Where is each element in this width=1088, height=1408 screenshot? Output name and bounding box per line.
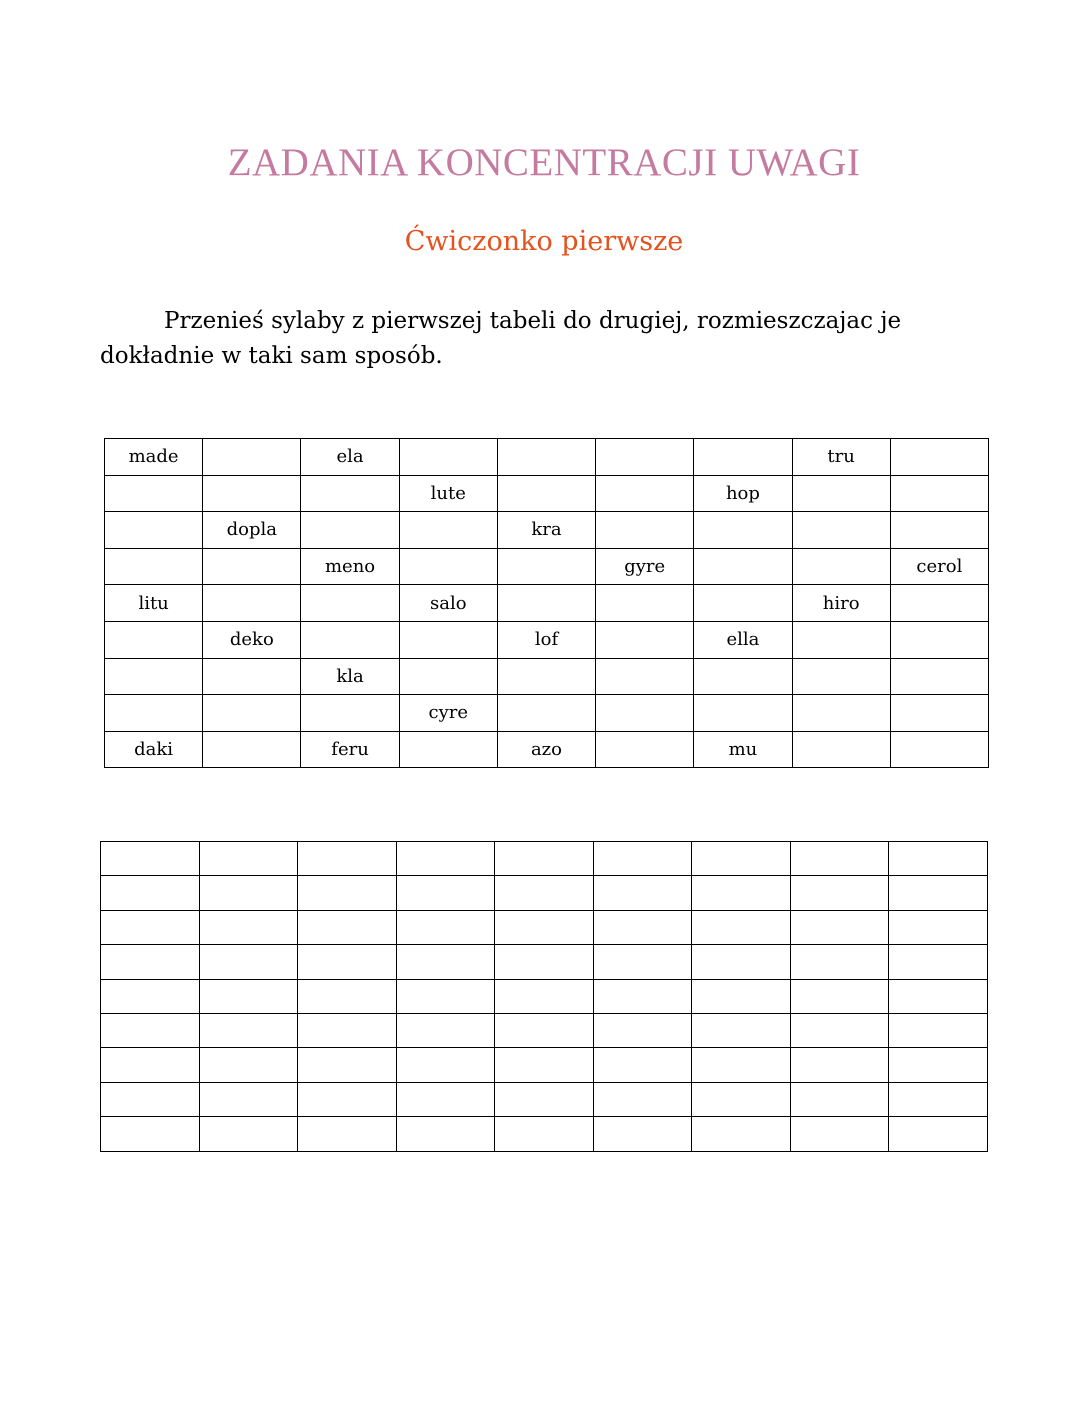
answer-cell[interactable]: [593, 842, 692, 876]
syllable-cell: lof: [497, 621, 595, 658]
syllable-cell: kra: [497, 512, 595, 549]
syllable-cell: [890, 439, 988, 476]
answer-cell[interactable]: [495, 910, 594, 944]
answer-cell[interactable]: [889, 979, 988, 1013]
table-row: [105, 512, 989, 549]
table-row: [105, 695, 989, 732]
answer-cell[interactable]: [593, 1013, 692, 1047]
answer-cell[interactable]: [396, 910, 495, 944]
answer-cell[interactable]: [495, 1082, 594, 1116]
answer-cell[interactable]: [692, 1013, 791, 1047]
syllable-cell: [596, 512, 694, 549]
answer-cell[interactable]: [396, 1117, 495, 1151]
syllable-cell: [399, 439, 497, 476]
syllable-cell: [596, 658, 694, 695]
syllable-cell: kla: [301, 658, 399, 695]
answer-cell[interactable]: [593, 1117, 692, 1151]
syllable-cell: [890, 731, 988, 768]
answer-cell[interactable]: [692, 1082, 791, 1116]
answer-cell[interactable]: [298, 1048, 397, 1082]
syllable-cell: deko: [203, 621, 301, 658]
syllable-cell: [497, 658, 595, 695]
source-syllable-table: [104, 438, 989, 768]
answer-cell[interactable]: [790, 1048, 889, 1082]
answer-cell[interactable]: [495, 1117, 594, 1151]
syllable-cell: [596, 439, 694, 476]
answer-cell[interactable]: [593, 876, 692, 910]
answer-cell[interactable]: [298, 1013, 397, 1047]
answer-cell[interactable]: [495, 945, 594, 979]
table-row: [101, 1048, 988, 1082]
answer-cell[interactable]: [692, 979, 791, 1013]
syllable-cell: lute: [399, 475, 497, 512]
answer-cell[interactable]: [593, 1048, 692, 1082]
answer-cell[interactable]: [692, 945, 791, 979]
answer-cell[interactable]: [298, 945, 397, 979]
syllable-cell: ella: [694, 621, 792, 658]
syllable-cell: [497, 695, 595, 732]
syllable-cell: [399, 548, 497, 585]
answer-cell[interactable]: [199, 876, 298, 910]
answer-cell[interactable]: [396, 1013, 495, 1047]
table-row: [101, 1013, 988, 1047]
syllable-cell: [792, 658, 890, 695]
target-table-body: [101, 842, 988, 1152]
syllable-cell: made: [105, 439, 203, 476]
syllable-cell: [890, 621, 988, 658]
syllable-cell: [203, 695, 301, 732]
syllable-cell: [792, 475, 890, 512]
answer-cell[interactable]: [298, 1082, 397, 1116]
syllable-cell: cerol: [890, 548, 988, 585]
syllable-cell: [890, 512, 988, 549]
answer-cell[interactable]: [889, 1048, 988, 1082]
answer-cell[interactable]: [889, 876, 988, 910]
syllable-cell: [105, 658, 203, 695]
exercise-subtitle: Ćwiczonko pierwsze: [404, 226, 684, 257]
answer-cell[interactable]: [495, 876, 594, 910]
answer-cell[interactable]: [199, 842, 298, 876]
answer-cell[interactable]: [199, 945, 298, 979]
answer-cell[interactable]: [790, 1117, 889, 1151]
answer-cell[interactable]: [495, 1013, 594, 1047]
table-row: [105, 548, 989, 585]
table-row: [101, 910, 988, 944]
answer-cell[interactable]: [101, 842, 200, 876]
syllable-cell: [596, 731, 694, 768]
syllable-cell: [596, 475, 694, 512]
syllable-cell: [694, 439, 792, 476]
answer-cell[interactable]: [889, 910, 988, 944]
syllable-cell: [105, 695, 203, 732]
syllable-cell: [399, 621, 497, 658]
syllable-cell: [890, 475, 988, 512]
answer-cell[interactable]: [101, 979, 200, 1013]
syllable-cell: [497, 585, 595, 622]
answer-cell[interactable]: [889, 945, 988, 979]
syllable-cell: [890, 658, 988, 695]
answer-cell[interactable]: [593, 1082, 692, 1116]
answer-cell[interactable]: [396, 1048, 495, 1082]
syllable-cell: [301, 585, 399, 622]
answer-cell[interactable]: [101, 1048, 200, 1082]
syllable-cell: [694, 512, 792, 549]
syllable-cell: [301, 695, 399, 732]
syllable-cell: [694, 695, 792, 732]
answer-cell[interactable]: [101, 876, 200, 910]
answer-cell[interactable]: [101, 1117, 200, 1151]
syllable-cell: [203, 439, 301, 476]
syllable-cell: [792, 548, 890, 585]
answer-cell[interactable]: [889, 1013, 988, 1047]
syllable-cell: ela: [301, 439, 399, 476]
syllable-cell: azo: [497, 731, 595, 768]
syllable-cell: [792, 512, 890, 549]
syllable-cell: feru: [301, 731, 399, 768]
answer-cell[interactable]: [101, 1013, 200, 1047]
answer-cell[interactable]: [199, 1082, 298, 1116]
source-table-body: [105, 439, 989, 768]
answer-cell[interactable]: [199, 910, 298, 944]
answer-cell[interactable]: [396, 1082, 495, 1116]
answer-cell[interactable]: [790, 876, 889, 910]
answer-cell[interactable]: [298, 979, 397, 1013]
syllable-cell: tru: [792, 439, 890, 476]
syllable-cell: daki: [105, 731, 203, 768]
syllable-cell: cyre: [399, 695, 497, 732]
page-title: ZADANIA KONCENTRACJI UWAGI: [227, 141, 861, 184]
syllable-cell: [203, 731, 301, 768]
answer-cell[interactable]: [101, 945, 200, 979]
answer-cell[interactable]: [101, 1082, 200, 1116]
exercise-instruction: Przenieś sylaby z pierwszej tabeli do drugiej, rozmieszczajac je dokładnie w taki sam sposób.: [100, 308, 902, 369]
syllable-cell: [301, 512, 399, 549]
table-row: [105, 621, 989, 658]
syllable-cell: meno: [301, 548, 399, 585]
answer-cell[interactable]: [790, 1013, 889, 1047]
syllable-cell: [596, 695, 694, 732]
syllable-cell: [105, 475, 203, 512]
answer-cell[interactable]: [889, 842, 988, 876]
syllable-cell: [203, 548, 301, 585]
answer-cell[interactable]: [199, 1013, 298, 1047]
syllable-cell: [105, 621, 203, 658]
syllable-cell: [203, 475, 301, 512]
table-row: [101, 1082, 988, 1116]
answer-cell[interactable]: [692, 876, 791, 910]
answer-cell[interactable]: [593, 910, 692, 944]
syllable-cell: litu: [105, 585, 203, 622]
table-row: [101, 876, 988, 910]
syllable-cell: [792, 695, 890, 732]
answer-cell[interactable]: [396, 979, 495, 1013]
answer-cell[interactable]: [790, 1082, 889, 1116]
table-row: [105, 658, 989, 695]
syllable-cell: [694, 548, 792, 585]
answer-cell[interactable]: [396, 842, 495, 876]
answer-cell[interactable]: [199, 1048, 298, 1082]
syllable-cell: [890, 695, 988, 732]
syllable-cell: [399, 731, 497, 768]
table-row: [101, 979, 988, 1013]
table-row: [101, 842, 988, 876]
syllable-cell: [497, 548, 595, 585]
syllable-cell: [399, 658, 497, 695]
syllable-cell: hop: [694, 475, 792, 512]
table-row: [105, 585, 989, 622]
answer-cell[interactable]: [790, 979, 889, 1013]
syllable-cell: [792, 731, 890, 768]
answer-cell[interactable]: [495, 979, 594, 1013]
table-row: [105, 475, 989, 512]
syllable-cell: [301, 621, 399, 658]
answer-cell[interactable]: [889, 1117, 988, 1151]
answer-cell[interactable]: [199, 979, 298, 1013]
answer-cell[interactable]: [495, 842, 594, 876]
syllable-cell: [497, 439, 595, 476]
syllable-cell: mu: [694, 731, 792, 768]
answer-cell[interactable]: [692, 1117, 791, 1151]
answer-cell[interactable]: [593, 945, 692, 979]
table-row: [101, 945, 988, 979]
answer-cell[interactable]: [889, 1082, 988, 1116]
answer-cell[interactable]: [692, 842, 791, 876]
answer-cell[interactable]: [199, 1117, 298, 1151]
answer-cell[interactable]: [298, 910, 397, 944]
syllable-cell: [890, 585, 988, 622]
answer-cell[interactable]: [298, 1117, 397, 1151]
syllable-cell: [694, 585, 792, 622]
syllable-cell: [399, 512, 497, 549]
syllable-cell: [792, 621, 890, 658]
syllable-cell: salo: [399, 585, 497, 622]
syllable-cell: [203, 658, 301, 695]
syllable-cell: [596, 585, 694, 622]
syllable-cell: [694, 658, 792, 695]
answer-cell[interactable]: [790, 842, 889, 876]
syllable-cell: [497, 475, 595, 512]
table-row: [105, 731, 989, 768]
answer-cell[interactable]: [495, 1048, 594, 1082]
table-row: [101, 1117, 988, 1151]
syllable-cell: gyre: [596, 548, 694, 585]
answer-cell[interactable]: [101, 910, 200, 944]
syllable-cell: dopla: [203, 512, 301, 549]
answer-cell[interactable]: [790, 910, 889, 944]
syllable-cell: [203, 585, 301, 622]
target-empty-table: [100, 841, 988, 1152]
syllable-cell: [105, 512, 203, 549]
answer-cell[interactable]: [298, 876, 397, 910]
syllable-cell: [596, 621, 694, 658]
syllable-cell: hiro: [792, 585, 890, 622]
answer-cell[interactable]: [396, 876, 495, 910]
table-row: [105, 439, 989, 476]
syllable-cell: [301, 475, 399, 512]
answer-cell[interactable]: [298, 842, 397, 876]
answer-cell[interactable]: [593, 979, 692, 1013]
answer-cell[interactable]: [790, 945, 889, 979]
answer-cell[interactable]: [692, 1048, 791, 1082]
syllable-cell: [105, 548, 203, 585]
answer-cell[interactable]: [396, 945, 495, 979]
answer-cell[interactable]: [692, 910, 791, 944]
